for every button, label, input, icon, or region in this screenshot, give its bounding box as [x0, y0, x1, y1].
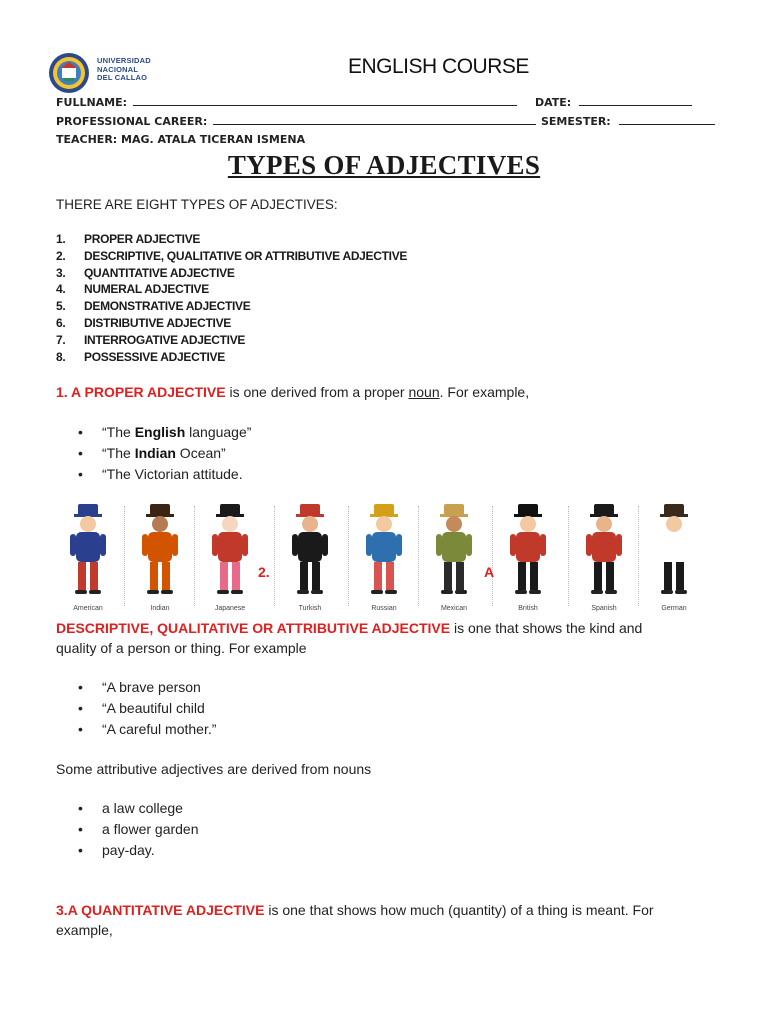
course-title: ENGLISH COURSE — [348, 55, 529, 78]
figure-caption: American — [73, 605, 103, 612]
career-label: PROFESSIONAL CAREER: — [56, 115, 208, 128]
figure-caption: Turkish — [298, 605, 322, 612]
figure-divider — [194, 506, 195, 606]
section3-paragraph: 3.A QUANTITATIVE ADJECTIVE is one that shows how much (quantity) of a thing is meant. For example, — [56, 902, 654, 938]
date-blank[interactable] — [579, 96, 692, 106]
figure-indian — [132, 502, 188, 612]
person-illustration — [202, 502, 258, 598]
list-item: • “A beautiful child — [78, 700, 205, 716]
teacher-line: TEACHER: MAG. ATALA TICERAN ISMENA — [56, 133, 306, 146]
overlay-number-marker: 2. — [258, 564, 270, 580]
figure-divider — [274, 506, 275, 606]
figure-turkish — [282, 502, 338, 612]
section1-paragraph: 1. A PROPER ADJECTIVE is one derived from a proper noun. For example, — [56, 384, 530, 400]
figure-american — [60, 502, 116, 612]
list-item: • “A careful mother.” — [78, 721, 217, 737]
figure-mexican — [426, 502, 482, 612]
semester-blank[interactable] — [619, 115, 715, 125]
figure-caption: Russian — [371, 605, 397, 612]
figure-caption: Indian — [150, 605, 170, 612]
figure-divider — [492, 506, 493, 606]
section2-heading: DESCRIPTIVE, QUALITATIVE OR ATTRIBUTIVE ADJECTIVE — [56, 620, 451, 636]
figure-caption: Japanese — [214, 605, 246, 612]
noun-link[interactable]: noun — [408, 384, 440, 400]
fullname-label: FULLNAME: — [56, 96, 128, 109]
list-item: 1. PROPER ADJECTIVE — [56, 232, 201, 246]
figure-caption: Mexican — [440, 605, 468, 612]
figure-russian — [356, 502, 412, 612]
list-item: 2. DESCRIPTIVE, QUALITATIVE OR ATTRIBUTIVE ADJECTIVE — [56, 248, 408, 263]
person-illustration — [646, 502, 702, 598]
figure-german — [646, 502, 702, 612]
figure-british — [500, 502, 556, 612]
fullname-blank[interactable] — [133, 96, 517, 106]
section1-heading: 1. A PROPER ADJECTIVE — [56, 384, 226, 400]
figure-caption: Spanish — [591, 605, 617, 612]
figure-divider — [124, 506, 125, 606]
proper-examples-list — [78, 422, 251, 485]
figure-divider — [568, 506, 569, 606]
page-title: TYPES OF ADJECTIVES — [227, 150, 541, 180]
list-item: • “The Indian Ocean” — [78, 445, 226, 461]
figure-caption: British — [518, 605, 538, 612]
university-seal-logo — [48, 52, 90, 94]
descriptive-examples-list — [78, 677, 216, 740]
list-item: • “The English language” — [78, 424, 252, 440]
figure-divider — [348, 506, 349, 606]
semester-row — [541, 115, 715, 128]
list-item: • a flower garden — [78, 821, 199, 837]
list-item: 7. INTERROGATIVE ADJECTIVE — [56, 332, 246, 347]
list-item: • “The Victorian attitude. — [78, 466, 243, 482]
person-illustration — [60, 502, 116, 598]
career-row — [56, 115, 536, 128]
figure-spanish — [576, 502, 632, 612]
semester-label: SEMESTER: — [541, 115, 611, 128]
figure-divider — [418, 506, 419, 606]
list-item: 6. DISTRIBUTIVE ADJECTIVE — [56, 315, 231, 330]
overlay-letter-marker: A — [484, 564, 495, 580]
date-label: DATE: — [535, 96, 572, 109]
list-item: • pay-day. — [78, 842, 155, 858]
person-illustration — [132, 502, 188, 598]
person-illustration — [426, 502, 482, 598]
nationality-figures-strip — [56, 502, 700, 612]
attributive-note: Some attributive adjectives are derived from nouns — [56, 761, 372, 777]
list-item: 5. DEMONSTRATIVE ADJECTIVE — [56, 299, 251, 314]
fullname-row — [56, 96, 517, 109]
person-illustration — [576, 502, 632, 598]
list-item: 3. QUANTITATIVE ADJECTIVE — [56, 265, 235, 280]
career-blank[interactable] — [213, 115, 536, 125]
person-illustration — [356, 502, 412, 598]
noun-derived-examples-list — [78, 798, 199, 861]
list-item: 4. NUMERAL ADJECTIVE — [56, 282, 209, 297]
section2-paragraph: DESCRIPTIVE, QUALITATIVE OR ATTRIBUTIVE ADJECTIVE is one that shows the kind and quality of a person or thing. For example — [56, 620, 643, 656]
figure-japanese — [202, 502, 258, 612]
list-item: • a law college — [78, 800, 183, 816]
adjective-types-list — [56, 231, 407, 365]
date-row — [535, 96, 692, 109]
list-item: • “A brave person — [78, 679, 201, 695]
figure-caption: German — [661, 605, 687, 612]
person-illustration — [500, 502, 556, 598]
section3-heading: 3.A QUANTITATIVE ADJECTIVE — [56, 902, 265, 918]
list-item: 8. POSSESSIVE ADJECTIVE — [56, 349, 225, 364]
intro-text: THERE ARE EIGHT TYPES OF ADJECTIVES: — [56, 197, 338, 212]
university-name: UNIVERSIDAD NACIONAL DEL CALLAO — [97, 56, 151, 83]
figure-divider — [638, 506, 639, 606]
person-illustration — [282, 502, 338, 598]
